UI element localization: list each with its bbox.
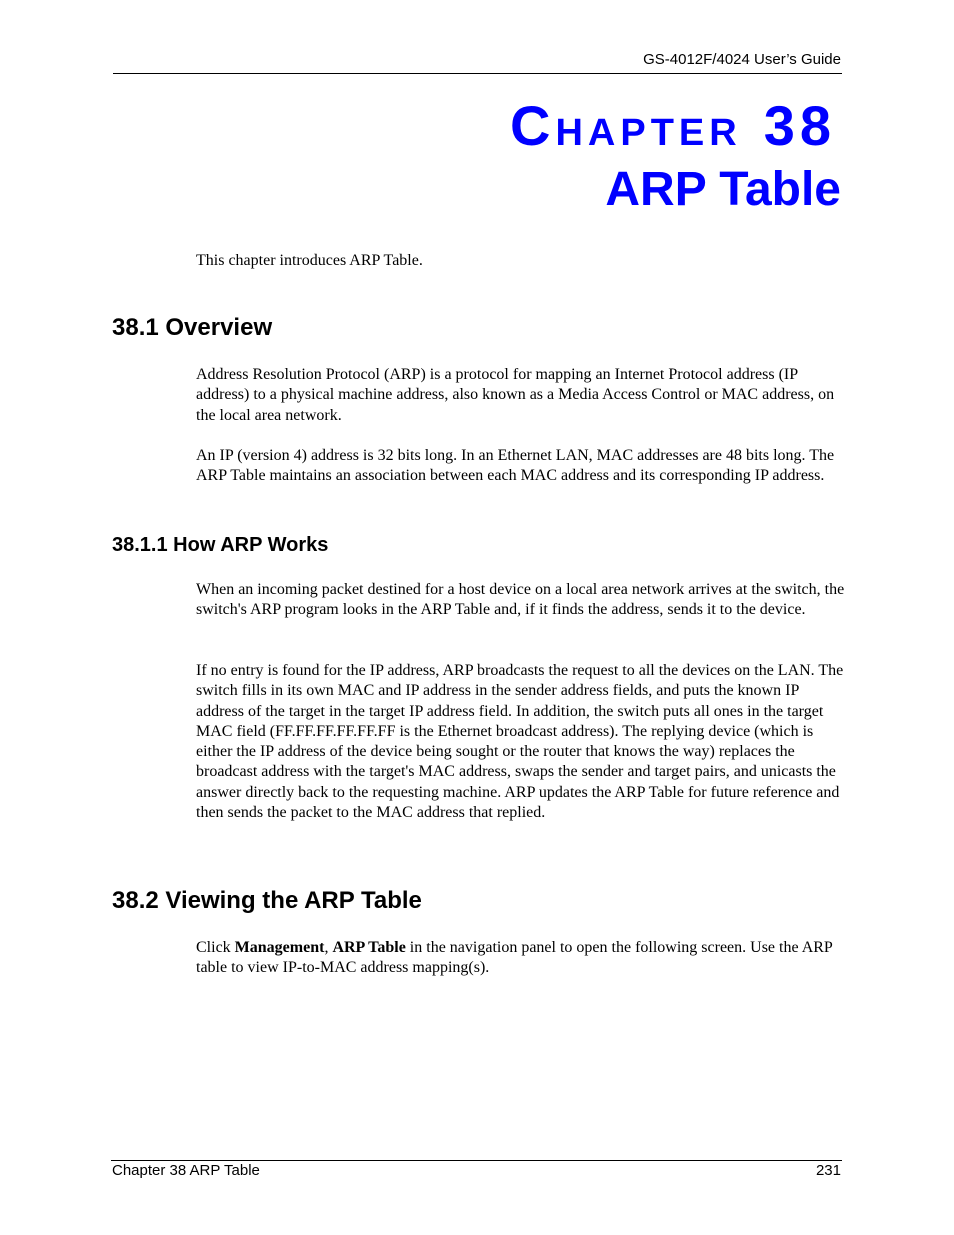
chapter-label <box>510 94 836 157</box>
section-heading-viewing-arp-table: 38.2 Viewing the ARP Table <box>112 887 422 914</box>
header-rule <box>113 73 842 74</box>
section-heading-how-arp-works: 38.1.1 How ARP Works <box>112 534 329 556</box>
chapter-number: 38 <box>763 94 836 157</box>
click-text: Click <box>196 939 235 956</box>
chapter-title: ARP Table <box>605 163 841 216</box>
arp-table-menu-ref: ARP Table <box>332 939 406 956</box>
running-header: GS-4012F/4024 User’s Guide <box>643 51 841 68</box>
instruction-text: in the navigation panel to open the following screen. Use the ARP table to view IP-to-MAC address mapping(s). <box>196 939 833 977</box>
page-number: 231 <box>815 1162 841 1179</box>
how-arp-works-paragraph-2: If no entry is found for the IP address, ARP broadcasts the request to all the devices on the LAN. The switch fills in its own MAC and IP address in the sender address fields, and puts the known IP address of the target in the target IP address field. In addition, the switch puts all ones in the target MAC field (FF.FF.FF.FF.FF.FF is the Ethernet broadcast address). The replying device (which is either the IP address of the device being sought or the router that knows the way) replaces the broadcast address with the target's MAC address, swaps the sender and target pairs, and unicasts the answer directly back to the requesting machine. ARP updates the ARP Table for future reference and then sends the packet to the MAC address that replied. <box>196 662 844 822</box>
section-heading-overview: 38.1 Overview <box>112 314 273 341</box>
chapter-label-rest: HAPTER <box>555 112 742 154</box>
separator-text: , <box>324 939 333 956</box>
footer-rule <box>111 1160 842 1161</box>
chapter-label-cap: C <box>510 94 556 157</box>
footer-chapter-ref: Chapter 38 ARP Table <box>112 1162 260 1179</box>
viewing-arp-table-paragraph <box>196 938 846 979</box>
overview-paragraph-2: An IP (version 4) address is 32 bits long. In an Ethernet LAN, MAC addresses are 48 bits long. The ARP Table maintains an association between each MAC address and its corresponding IP address. <box>196 447 835 485</box>
intro-paragraph: This chapter introduces ARP Table. <box>196 252 423 269</box>
overview-paragraph-1: Address Resolution Protocol (ARP) is a protocol for mapping an Internet Protocol address (IP address) to a physical machine address, also known as a Media Access Control or MAC address, on the local area network. <box>196 366 835 424</box>
management-menu-ref: Management <box>234 939 325 956</box>
how-arp-works-paragraph-1: When an incoming packet destined for a host device on a local area network arrives at the switch, the switch's ARP program looks in the ARP Table and, if it finds the address, sends it to the device. <box>196 581 845 619</box>
